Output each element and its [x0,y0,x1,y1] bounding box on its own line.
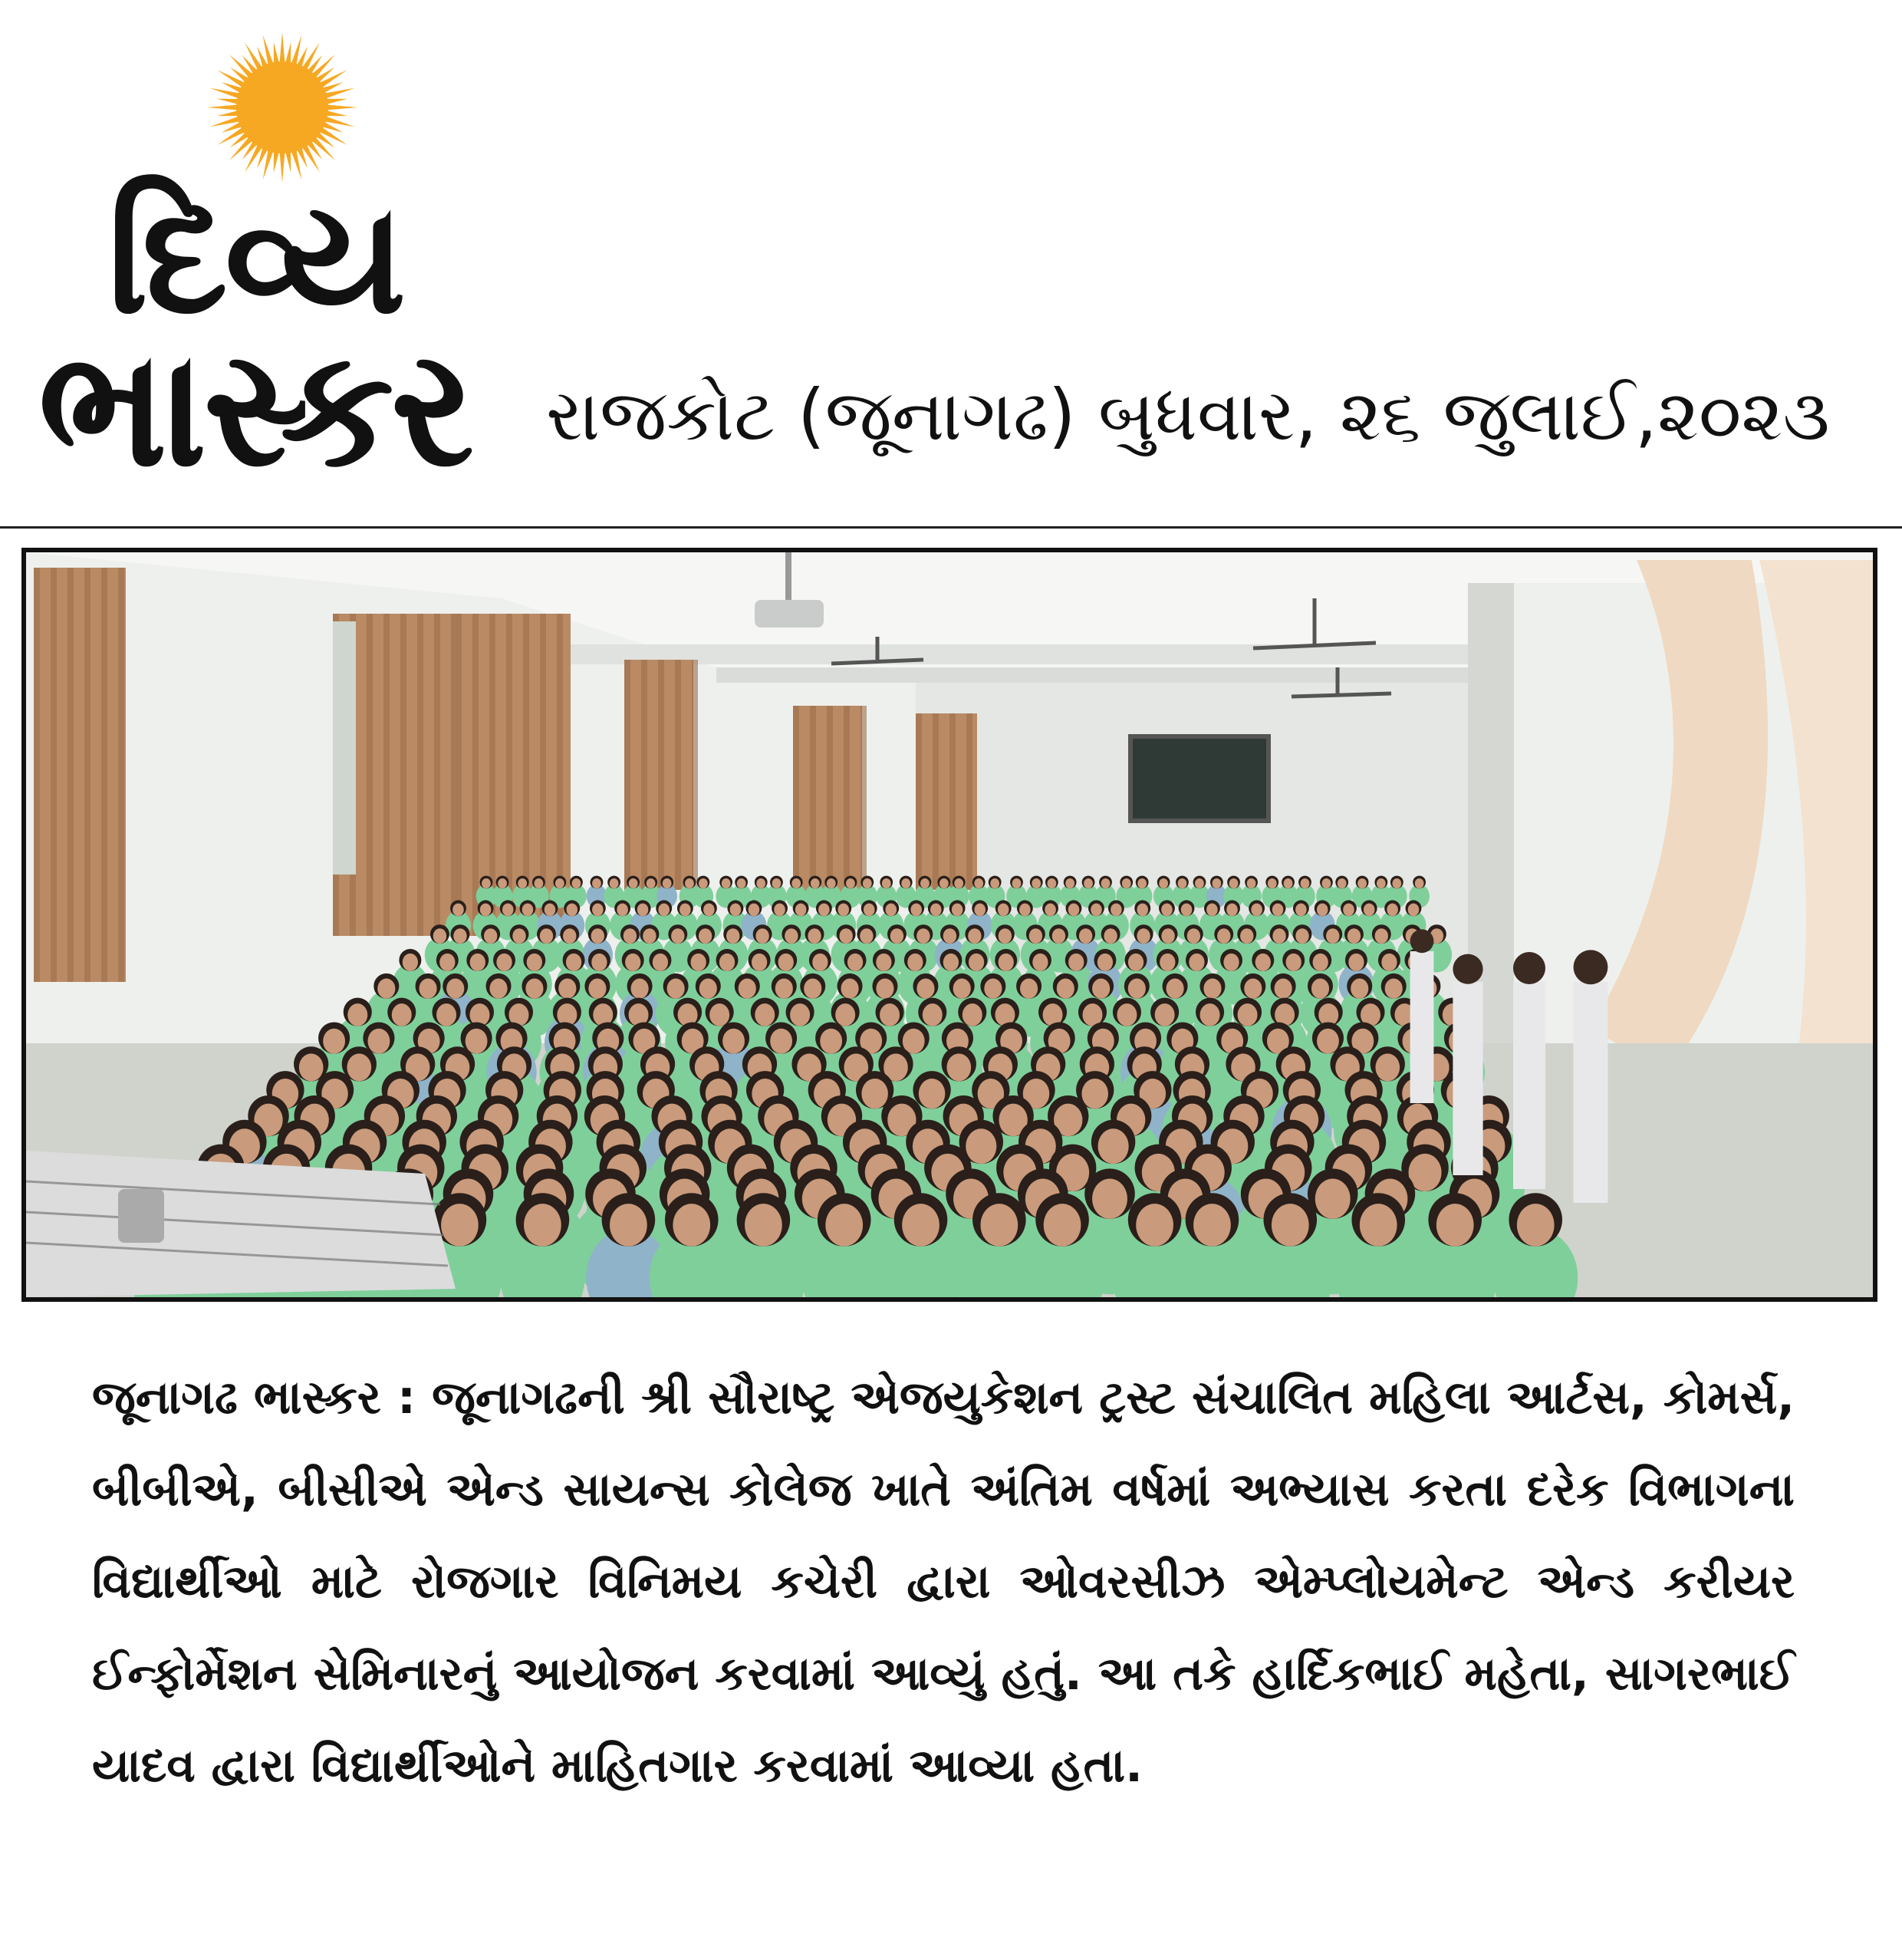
article-body: જૂનાગઢ ભાસ્કર : જૂનાગઢની શ્રી સૌરાષ્ટ્ર એજયુકેશન ટ્રસ્ટ સંચાલિત મહિલા આર્ટસ, કોમર્સ, બીબીએ, બીસીએ એન્ડ સાયન્સ કોલેજ ખાતે અંતિમ વર્ષમાં અભ્યાસ કરતા દરેક વિભાગના વિદ્યાર્થીઓ માટે રોજગાર વિનિમય કચેરી દ્વારા ઓવરસીઝ એમ્પ્લોયમેન્ટ એન્ડ કરીયર ઈન્ફોર્મેશન સેમિનારનું આયોજન કરવામાં આવ્યું હતું. આ તકે હાર્દિકભાઈ મહેતા, સાગરભાઈ યાદવ દ્વારા વિદ્યાર્થીઓને માહિતગાર કરવામાં આવ્યા હતા. [92,1371,1795,1793]
logo-line-divya: દિવ્ય [107,170,403,348]
sun-logo-icon [206,31,359,184]
edition-dateline: રાજકોટ (જૂનાગઢ) બુધવાર, ૨૬ જુલાઈ,૨૦૨૩ [546,374,1830,456]
article-photo [21,548,1877,1302]
logo-line-bhaskar: ભાસ્કર [38,315,472,502]
classroom-seminar-photo [26,552,1873,1297]
header-divider [0,526,1902,529]
